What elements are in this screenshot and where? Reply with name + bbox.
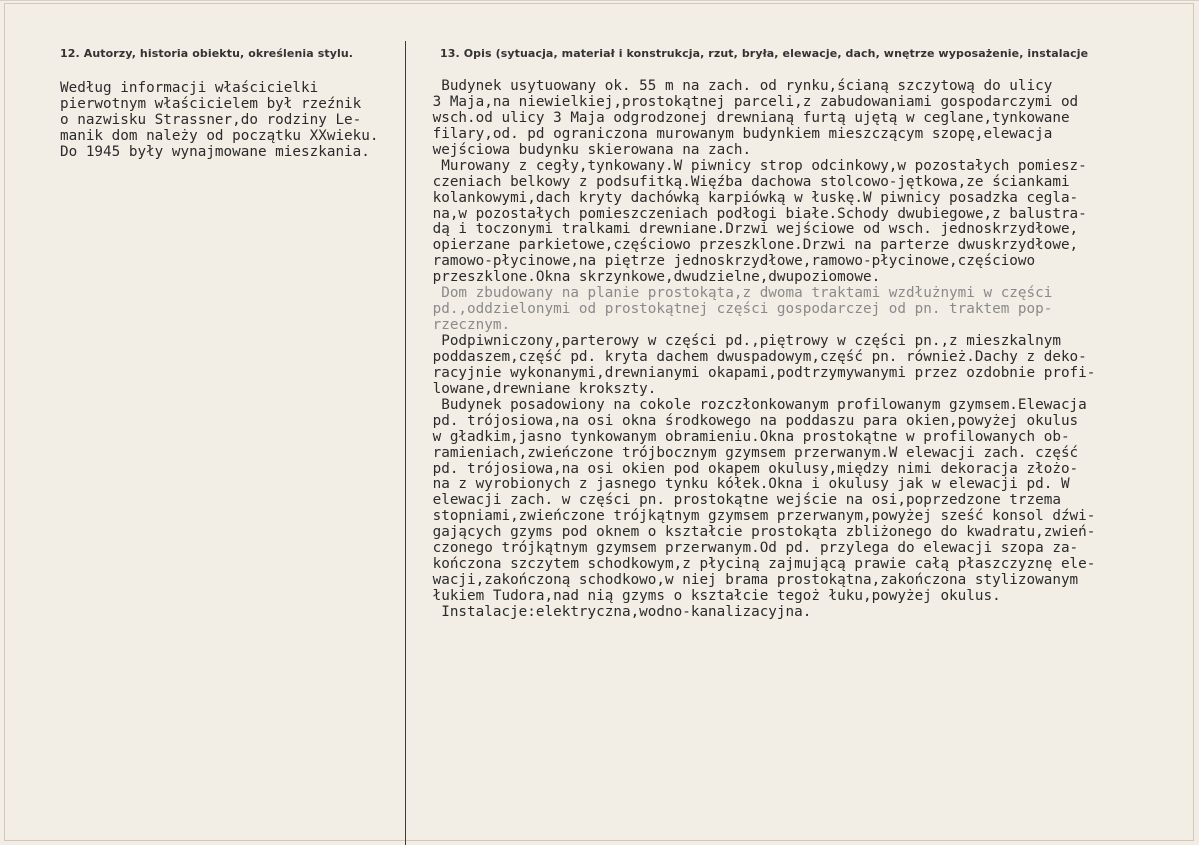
description-line: ramowo-płycinowe,na piętrze jednoskrzydłowe,ramowo-płycinowe,częściowo xyxy=(424,253,1036,270)
description-line: Podpiwniczony,parterowy w części pd.,piętrowy w części pn.,z mieszkalnym xyxy=(424,333,1061,349)
description-line: Murowany z cegły,tynkowany.W piwnicy strop odcinkowy,w pozostałych pomiesz- xyxy=(424,157,1087,174)
description-line: ramieniach,zwieńczone trójbocznym gzymsem przerwanym.W elewacji zach. część xyxy=(424,444,1079,461)
description-line: filary,od. pd ograniczona murowanym budynkiem mieszczącym szopę,elewacja xyxy=(424,125,1053,142)
description-line: pd. trójosiowa,na osi okien pod okapem okulusy,między nimi dekoracja złożo- xyxy=(424,460,1079,477)
description-line: stopniami,zwieńczone trójkątnym gzymsem przerwanym,powyżej sześć konsol dźwi- xyxy=(424,508,1096,525)
description-line: 3 Maja,na niewielkiej,prostokątnej parceli,z zabudowaniami gospodarczymi od xyxy=(424,93,1079,110)
description-line: gających gzyms pod oknem o kształcie prostokąta zbliżonego do kwadratu,zwień- xyxy=(424,524,1096,541)
description-line: dą i toczonymi tralkami drewniane.Drzwi wejściowe od wsch. jednoskrzydłowe, xyxy=(424,221,1079,238)
description-line: Budynek posadowiony na cokole rozczłonkowanym profilowanym gzymsem.Elewacja xyxy=(424,396,1087,413)
description-line: rzecznym. xyxy=(424,317,511,334)
description-line: Budynek usytuowany ok. 55 m na zach. od rynku,ścianą szczytową do ulicy xyxy=(424,78,1053,94)
section-13-header: 13. Opis (sytuacja, materiał i konstrukcja, rzut, bryła, elewacje, dach, wnętrze wyposażenie, instalacje xyxy=(440,47,1089,60)
section-12-header: 12. Autorzy, historia obiektu, określenia stylu. xyxy=(60,47,354,60)
description-text xyxy=(424,79,1095,621)
description-line: Dom zbudowany na planie prostokąta,z dwoma traktami wzdłużnymi w części xyxy=(424,285,1053,302)
column-divider xyxy=(405,41,406,845)
description-line: kończona szczytem schodkowym,z płyciną zajmującą prawie całą płaszczyznę ele- xyxy=(424,556,1096,573)
description-line: elewacji zach. w części pn. prostokątne wejście na osi,poprzedzone trzema xyxy=(424,492,1061,509)
description-line: kolankowymi,dach kryty dachówką karpiówką w łuskę.W piwnicy posadzka cegla- xyxy=(424,189,1079,206)
description-line: wejściowa budynku skierowana na zach. xyxy=(424,141,752,158)
description-line: łukiem Tudora,nad nią gzyms o kształcie tegoż łuku,powyżej okulus. xyxy=(424,588,1001,604)
description-line: pd. trójosiowa,na osi okna środkowego na poddaszu para okien,powyżej okulus xyxy=(424,412,1079,429)
description-line: opierzane parkietowe,częściowo przeszklone.Drzwi na parterze dwuskrzydłowe, xyxy=(424,237,1079,254)
history-line: Do 1945 były wynajmowane mieszkania. xyxy=(60,143,370,160)
description-line: lowane,drewniane krokszty. xyxy=(424,380,657,397)
description-line: racyjnie wykonanymi,drewnianymi okapami,podtrzymywanymi przez ozdobnie profi- xyxy=(424,364,1096,381)
history-line: pierwotnym właścicielem był rzeźnik xyxy=(60,95,362,112)
history-line: Według informacji właścicielki xyxy=(60,80,319,96)
history-text xyxy=(60,81,378,161)
description-line: w gładkim,jasno tynkowanym obramieniu.Okna prostokątne w profilowanych ob- xyxy=(424,428,1070,445)
description-line: czonego trójkątnym gzymsem przerwanym.Od pd. przylega do elewacji szopa za- xyxy=(424,540,1079,557)
description-line: czeniach belkowy z podsufitką.Więźba dachowa stolcowo-jętkowa,ze ściankami xyxy=(424,173,1070,190)
description-line: wsch.od ulicy 3 Maja odgrodzonej drewnianą furtą ujętą w ceglane,tynkowane xyxy=(424,109,1070,126)
description-line: Instalacje:elektryczna,wodno-kanalizacyjna. xyxy=(424,603,812,620)
description-line: na z wyrobionych z jasnego tynku kółek.Okna i okulusy jak w elewacji pd. W xyxy=(424,476,1070,493)
description-line: przeszklone.Okna skrzynkowe,dwudzielne,dwupoziomowe. xyxy=(424,269,881,286)
description-line: na,w pozostałych pomieszczeniach podłogi białe.Schody dwubiegowe,z balustra- xyxy=(424,205,1087,222)
history-line: o nazwisku Strassner,do rodziny Le- xyxy=(60,111,362,128)
description-line: poddaszem,część pd. kryta dachem dwuspadowym,część pn. również.Dachy z deko- xyxy=(424,348,1087,365)
description-line: wacji,zakończoną schodkowo,w niej brama prostokątna,zakończona stylizowanym xyxy=(424,572,1079,589)
history-line: manik dom należy od początku XXwieku. xyxy=(60,127,379,144)
description-line: pd.,oddzielonymi od prostokątnej części gospodarczej od pn. traktem pop- xyxy=(424,301,1053,318)
